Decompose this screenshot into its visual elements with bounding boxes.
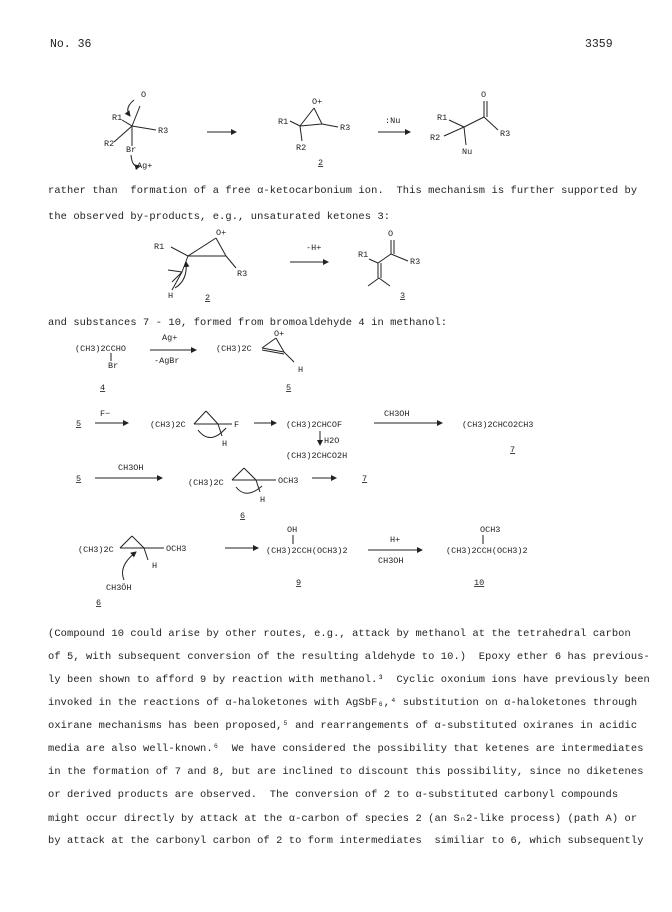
oxygen-label: O: [481, 90, 487, 100]
compound-6: 6: [96, 598, 102, 608]
text-line-13: by attack at the carbonyl carbon of 2 to form intermediates similiar to 6, which subsequently: [48, 835, 644, 847]
text-line-3: and substances 7 - 10, formed from bromoaldehyde 4 in methanol:: [48, 317, 448, 329]
compound-2: 2: [318, 158, 324, 168]
bromoaldehyde-formula: (CH3)2CCHO: [75, 344, 127, 354]
acetal-10: (CH3)2CCH(OCH3)2: [446, 546, 528, 556]
r3-label: R3: [410, 257, 421, 267]
r3-label: R3: [340, 123, 351, 133]
text-line-10: in the formation of 7 and 8, but are inclined to discount this possibility, since no diketenes: [48, 766, 644, 778]
compound-2: 2: [205, 293, 211, 303]
oxygen-label: O: [388, 229, 394, 239]
methoxy-label: OCH3: [480, 525, 501, 535]
fluoride-label: F−: [100, 409, 111, 419]
h-label: H: [298, 365, 304, 375]
silver-ion-label: Ag+: [137, 161, 153, 171]
compound-10: 10: [474, 578, 485, 588]
silver-ion-label: Ag+: [162, 333, 178, 343]
r1-label: R1: [112, 113, 123, 123]
scheme-5: [76, 463, 367, 521]
scheme-2: [154, 228, 420, 303]
acid-catalyst-label: H+: [390, 535, 401, 545]
text-line-12: might occur directly by attack at the α-carbon of species 2 (an Sₙ2-like process) (path A) or: [48, 813, 638, 825]
scheme-4: [76, 409, 533, 461]
h-label: H: [168, 291, 174, 301]
r3-label: R3: [158, 126, 169, 136]
compound-5: 5: [76, 474, 82, 484]
methanol-nucleophile: CH3ÖH: [106, 583, 132, 593]
compound-4: 4: [100, 383, 106, 393]
text-line-5: of 5, with subsequent conversion of the resulting aldehyde to 10.) Epoxy ether 6 has previous-: [48, 651, 650, 663]
h-label: H: [152, 561, 158, 571]
nu-label: Nu: [462, 147, 473, 157]
compound-9: 9: [296, 578, 302, 588]
methoxy-label: OCH3: [278, 476, 299, 486]
compound-7: 7: [510, 445, 516, 455]
dimethyl-carbon: (CH3)2C: [150, 420, 186, 430]
methanol-label: CH3OH: [378, 556, 404, 566]
r2-label: R2: [430, 133, 441, 143]
compound-5: 5: [76, 419, 82, 429]
scheme-6: [78, 525, 528, 608]
dimethyl-carbon: (CH3)2C: [78, 545, 114, 555]
nucleophile-label: :Nu: [385, 116, 401, 126]
oxonium-label: O+: [216, 228, 227, 238]
h-label: H: [260, 495, 266, 505]
text-line-6: ly been shown to afford 9 by reaction with methanol.³ Cyclic oxonium ions have previously been: [48, 674, 650, 686]
page-number: 3359: [585, 38, 613, 51]
text-line-9: media are also well-known.⁶ We have considered the possibility that ketenes are intermediates: [48, 743, 644, 755]
r2-label: R2: [296, 143, 307, 153]
methanol-label: CH3OH: [384, 409, 410, 419]
r1-label: R1: [154, 242, 165, 252]
r2-label: R2: [104, 139, 115, 149]
text-line-4: (Compound 10 could arise by other routes, e.g., attack by methanol at the tetrahedral carbon: [48, 628, 631, 640]
r1-label: R1: [358, 250, 369, 260]
methyl-ester: (CH3)2CHCO2CH3: [462, 420, 534, 430]
h-label: H: [222, 439, 228, 449]
methoxy-label: OCH3: [166, 544, 187, 554]
scheme-1: [104, 90, 510, 171]
dimethyl-carbon: (CH3)2C: [216, 344, 252, 354]
oxonium-label: O+: [274, 329, 285, 339]
text-line-2: the observed by-products, e.g., unsaturated ketones 3:: [48, 211, 391, 223]
r3-label: R3: [237, 269, 248, 279]
r1-label: R1: [278, 117, 289, 127]
bromine-label: Br: [126, 145, 137, 155]
text-line-11: or derived products are observed. The conversion of 2 to α-substituted carbonyl compounds: [48, 789, 619, 801]
carboxylic-acid: (CH3)2CHCO2H: [286, 451, 348, 461]
text-line-1: rather than formation of a free α-ketocarbonium ion. This mechanism is further supported by: [48, 185, 638, 197]
deprotonation-label: -H+: [306, 243, 322, 253]
compound-7: 7: [362, 474, 368, 484]
r3-label: R3: [500, 129, 511, 139]
water-label: H2O: [324, 436, 340, 446]
oxonium-label: O+: [312, 97, 323, 107]
page-journal-number: No. 36: [50, 38, 92, 51]
bromine-label: Br: [108, 361, 119, 371]
silver-bromide-label: -AgBr: [154, 356, 180, 366]
acyl-fluoride: (CH3)2CHCOF: [286, 420, 343, 430]
text-line-7: invoked in the reactions of α-haloketones with AgSbF₆,⁴ substitution on α-haloketones through: [48, 697, 638, 709]
fluorine-label: F: [234, 420, 240, 430]
compound-6: 6: [240, 511, 246, 521]
r1-label: R1: [437, 113, 448, 123]
compound-5: 5: [286, 383, 292, 393]
hydroxyl-label: OH: [287, 525, 298, 535]
oxygen-label: O: [141, 90, 147, 100]
compound-3: 3: [400, 291, 406, 301]
acetal-9: (CH3)2CCH(OCH3)2: [266, 546, 348, 556]
scheme-3: [75, 329, 303, 393]
methanol-label: CH3OH: [118, 463, 144, 473]
dimethyl-carbon: (CH3)2C: [188, 478, 224, 488]
text-line-8: oxirane mechanisms has been proposed,⁵ and rearrangements of α-substituted oxiranes in acidic: [48, 720, 638, 732]
